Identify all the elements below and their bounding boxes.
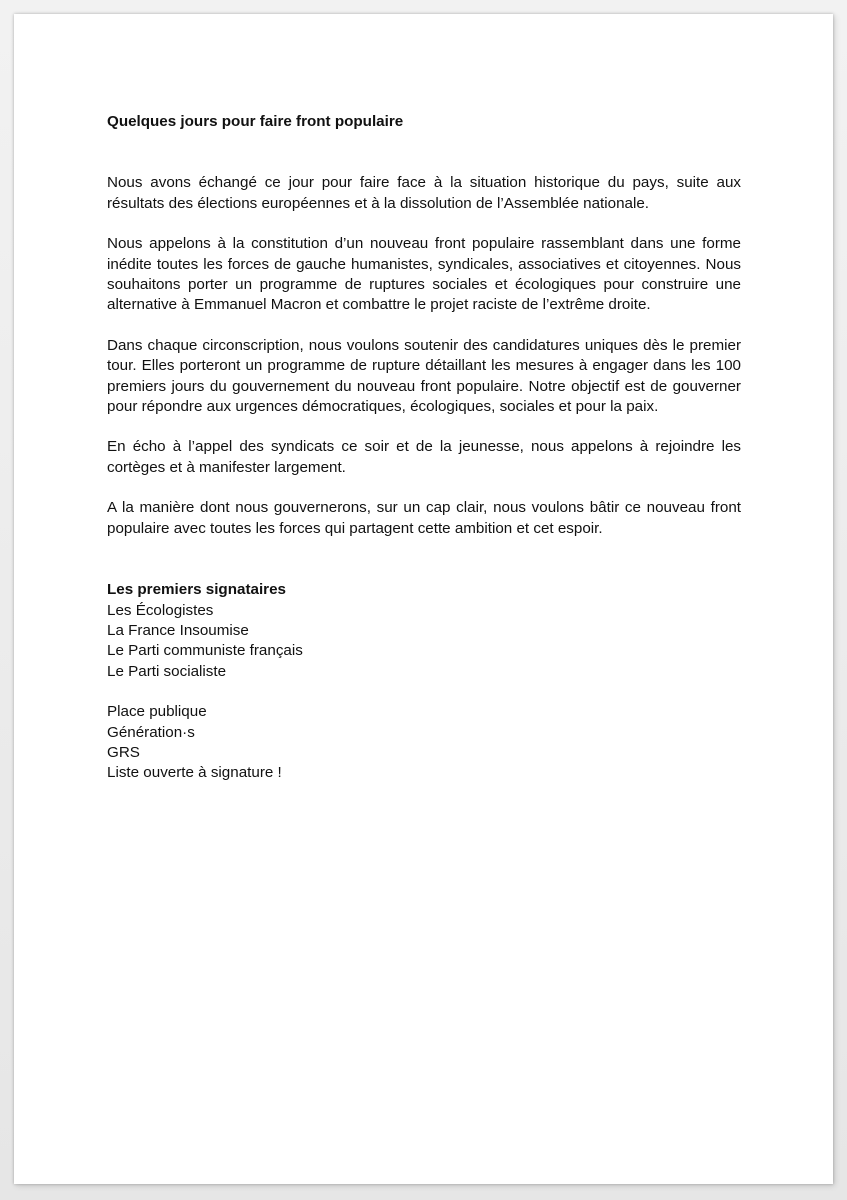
paragraph-2: Nous appelons à la constitution d’un nouveau front populaire rassemblant dans une forme inédite toutes les forces de gauche humanistes, syndicales, associatives et citoyennes. Nous souhaitons porter un programme de ruptures sociales et écologiques pour construire une alternative à Emmanuel Macron et combattre le projet raciste de l’extrême droite. <box>107 235 741 314</box>
signatory-item: La France Insoumise <box>107 621 249 639</box>
paragraph-4: En écho à l’appel des syndicats ce soir et de la jeunesse, nous appelons à rejoindre les cortèges et à manifester largement. <box>107 438 741 476</box>
paragraph-1: Nous avons échangé ce jour pour faire face à la situation historique du pays, suite aux résultats des élections européennes et à la dissolution de l’Assemblée nationale. <box>107 174 741 212</box>
signatory-item: Le Parti communiste français <box>107 642 303 660</box>
signatory-item: Génération·s <box>107 723 195 741</box>
document-body <box>107 112 741 784</box>
signatory-item: Place publique <box>107 703 207 721</box>
document-page <box>14 14 833 1184</box>
signatories-heading: Les premiers signataires <box>107 581 286 599</box>
open-list-note: Liste ouverte à signature ! <box>107 764 282 782</box>
signatory-item: Le Parti socialiste <box>107 662 227 680</box>
paragraph-5: A la manière dont nous gouvernerons, sur un cap clair, nous voulons bâtir ce nouveau front populaire avec toutes les forces qui partagent cette ambition et cet espoir. <box>107 499 741 537</box>
document-title: Quelques jours pour faire front populaire <box>107 113 404 130</box>
signatory-item: Les Écologistes <box>107 601 214 619</box>
paragraph-3: Dans chaque circonscription, nous voulons soutenir des candidatures uniques dès le premier tour. Elles porteront un programme de rupture détaillant les mesures à engager dans les 100 premiers jours du gouvernement du nouveau front populaire. Notre objectif est de gouverner pour répondre aux urgences démocratiques, écologiques, sociales et pour la paix. <box>107 336 741 416</box>
signatory-item: GRS <box>107 743 140 761</box>
